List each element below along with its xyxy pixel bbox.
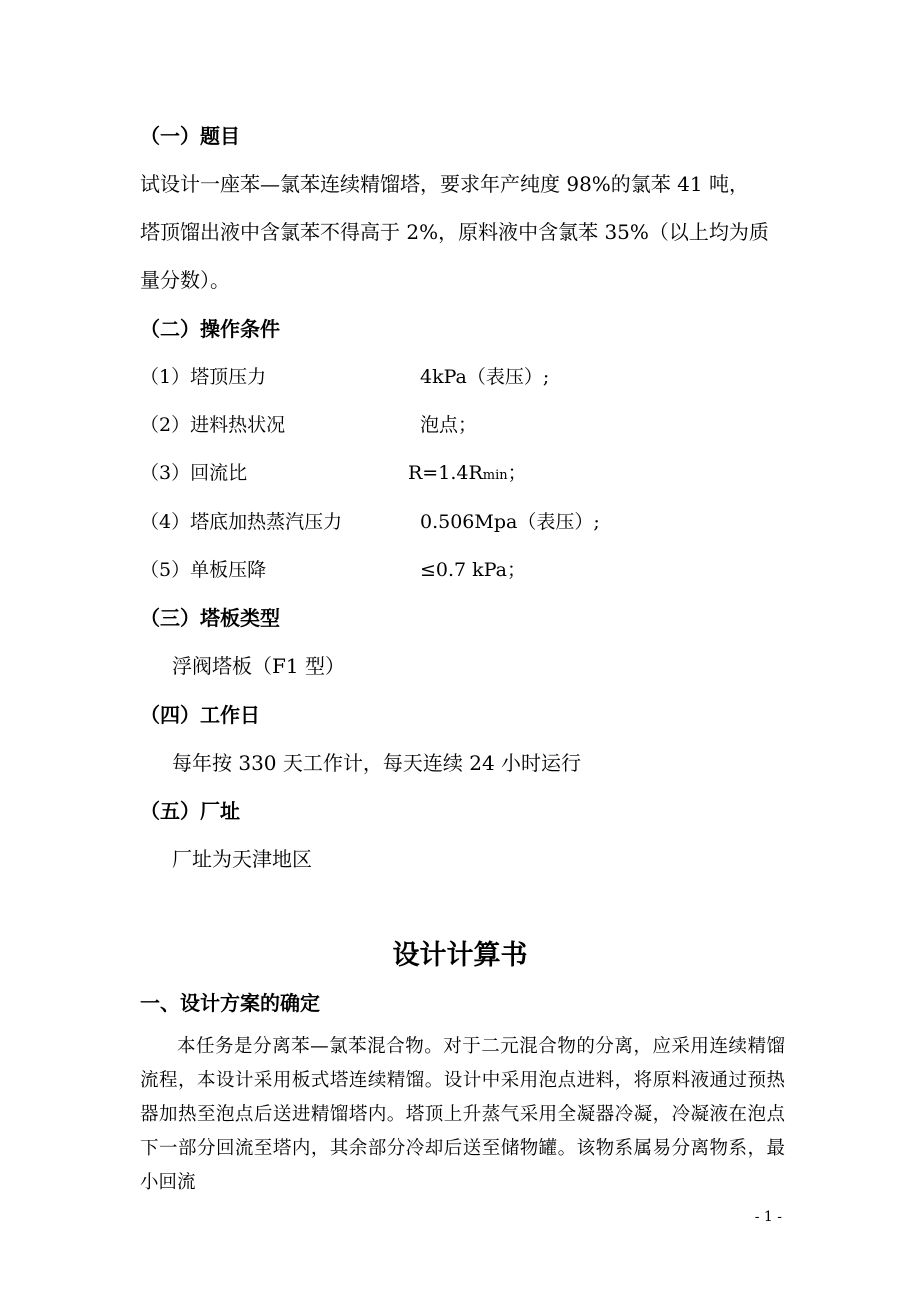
condition-label-heating-steam-pressure: （4）塔底加热蒸汽压力 (140, 511, 343, 533)
condition-label-reflux-ratio: （3）回流比 (140, 462, 248, 484)
design-scheme-paragraph: 本任务是分离苯—氯苯混合物。对于二元混合物的分离，应采用连续精馏流程，本设计采用板式塔连续精馏。设计中采用泡点进料，将原料液通过预热器加热至泡点后送进精馏塔内。塔顶上升蒸气采用全凝器冷凝，冷凝液在泡点下一部分回流至塔内，其余部分冷却后送至储物罐。该物系属易分离物系，最小回流 (140, 1036, 785, 1193)
section-heading-topic: （一）题目 (140, 124, 240, 148)
section-heading-design-scheme: 一、设计方案的确定 (140, 991, 320, 1015)
condition-label-top-pressure: （1）塔顶压力 (140, 366, 267, 388)
condition-value-heating-steam-pressure: 0.506Mpa（表压）; (420, 511, 600, 533)
condition-value-reflux-ratio (408, 461, 527, 488)
section-heading-tray-type: （三）塔板类型 (140, 606, 280, 630)
condition-value-top-pressure: 4kPa（表压）; (420, 366, 550, 388)
section-heading-working-days: （四）工作日 (140, 703, 260, 727)
reflux-ratio-subscript: min (482, 468, 508, 483)
section-heading-plant-site: （五）厂址 (140, 799, 240, 823)
topic-line-3: 量分数）。 (140, 268, 230, 292)
condition-label-plate-pressure-drop: （5）单板压降 (140, 559, 267, 581)
document-title: 设计计算书 (392, 940, 528, 971)
page-number: - 1 - (754, 1209, 782, 1225)
condition-label-feed-state: （2）进料热状况 (140, 414, 286, 436)
topic-line-2: 塔顶馏出液中含氯苯不得高于 2%，原料液中含氯苯 35%（以上均为质 (140, 220, 769, 244)
tray-type-text: 浮阀塔板（F1 型） (172, 654, 345, 678)
topic-line-1: 试设计一座苯—氯苯连续精馏塔，要求年产纯度 98%的氯苯 41 吨， (140, 172, 749, 196)
condition-value-plate-pressure-drop: ≤0.7 kPa； (420, 559, 526, 581)
working-days-text: 每年按 330 天工作计，每天连续 24 小时运行 (172, 751, 582, 775)
condition-value-feed-state: 泡点； (420, 414, 478, 436)
plant-site-text: 厂址为天津地区 (172, 847, 312, 871)
reflux-ratio-end: ； (507, 462, 527, 484)
section-heading-operating-conditions: （二）操作条件 (140, 317, 280, 341)
reflux-ratio-main: R=1.4R (408, 462, 483, 484)
